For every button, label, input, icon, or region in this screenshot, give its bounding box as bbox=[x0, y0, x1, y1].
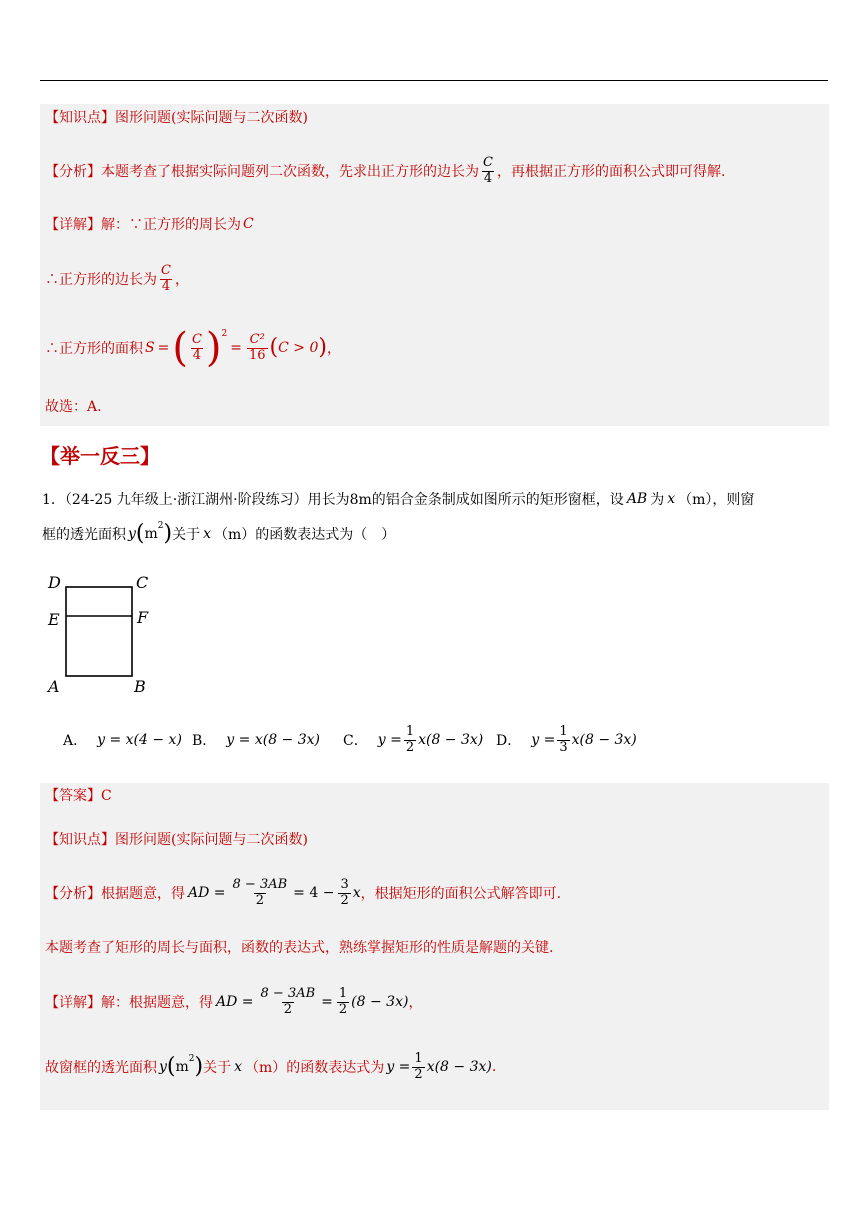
prev-analysis: 【分析】本题考查了根据实际问题列二次函数，先求出正方形的边长为 $\frac{C}{4}$ ，再根据正方形的面积公式即可得解. bbox=[45, 154, 726, 186]
option-d[interactable]: D． y = $\frac{1}{3}$ x(8 − 3x) bbox=[496, 723, 637, 755]
label-E: E bbox=[48, 610, 60, 629]
label-C: C bbox=[136, 573, 149, 592]
label-A: A bbox=[48, 677, 60, 696]
solution-summary: 本题考查了矩形的周长与面积，函数的表达式，熟练掌握矩形的性质是解题的关键. bbox=[45, 940, 554, 956]
solution-answer: 【答案】C bbox=[45, 788, 112, 804]
solution-knowledge: 【知识点】图形问题(实际问题与二次函数) bbox=[45, 832, 308, 848]
label-D: D bbox=[48, 573, 61, 592]
window-frame-rect bbox=[66, 587, 132, 676]
prev-choice: 故选：A. bbox=[45, 399, 102, 415]
prev-knowledge: 【知识点】图形问题(实际问题与二次函数) bbox=[45, 110, 308, 126]
window-frame-figure bbox=[40, 570, 180, 700]
solution-final: 故窗框的透光面积 y ( m 2 ) 关于 x （m）的函数表达式为 y = $\frac{1}{2}$ x(8 − 3x) . bbox=[45, 1050, 497, 1082]
prev-detail: 【详解】解：∵正方形的周长为 C bbox=[45, 216, 254, 233]
solution-detail: 【详解】解：根据题意，得 AD = $\frac{8 - 3AB}{2}$ = $\frac{1}{2}$ (8 − 3x) ， bbox=[45, 985, 423, 1017]
option-b[interactable]: B． y = x(8 − 3x) bbox=[192, 732, 320, 749]
option-c[interactable]: C． y = $\frac{1}{2}$ x(8 − 3x) bbox=[343, 723, 484, 755]
question-line-1: 1．（24-25 九年级上·浙江湖州·阶段练习）用长为8m的铝合金条制成如图所示的矩形窗框，设 AB 为 x （m），则窗 bbox=[42, 491, 755, 508]
header-rule bbox=[40, 80, 828, 81]
prev-side: ∴正方形的边长为 $\frac{C}{4}$ ， bbox=[45, 262, 189, 294]
solution-analysis: 【分析】根据题意，得 AD = $\frac{8 - 3AB}{2}$ = 4 − $\frac{3}{2}$ x ，根据矩形的面积公式解答即可. bbox=[45, 876, 562, 908]
label-F: F bbox=[137, 608, 149, 627]
section-heading: 【举一反三】 bbox=[40, 444, 160, 468]
label-B: B bbox=[134, 677, 146, 696]
question-line-2: 框的透光面积 y ( m 2 ) 关于 x （m）的函数表达式为（ ） bbox=[42, 521, 396, 546]
prev-area: ∴正方形的面积 S = ( $\frac{C}{4}$ ) 2 = $\frac{\text{C²}}{16}$ ( C > 0 ) ， bbox=[45, 325, 341, 371]
option-a[interactable]: A． y = x(4 − x) bbox=[63, 732, 182, 749]
